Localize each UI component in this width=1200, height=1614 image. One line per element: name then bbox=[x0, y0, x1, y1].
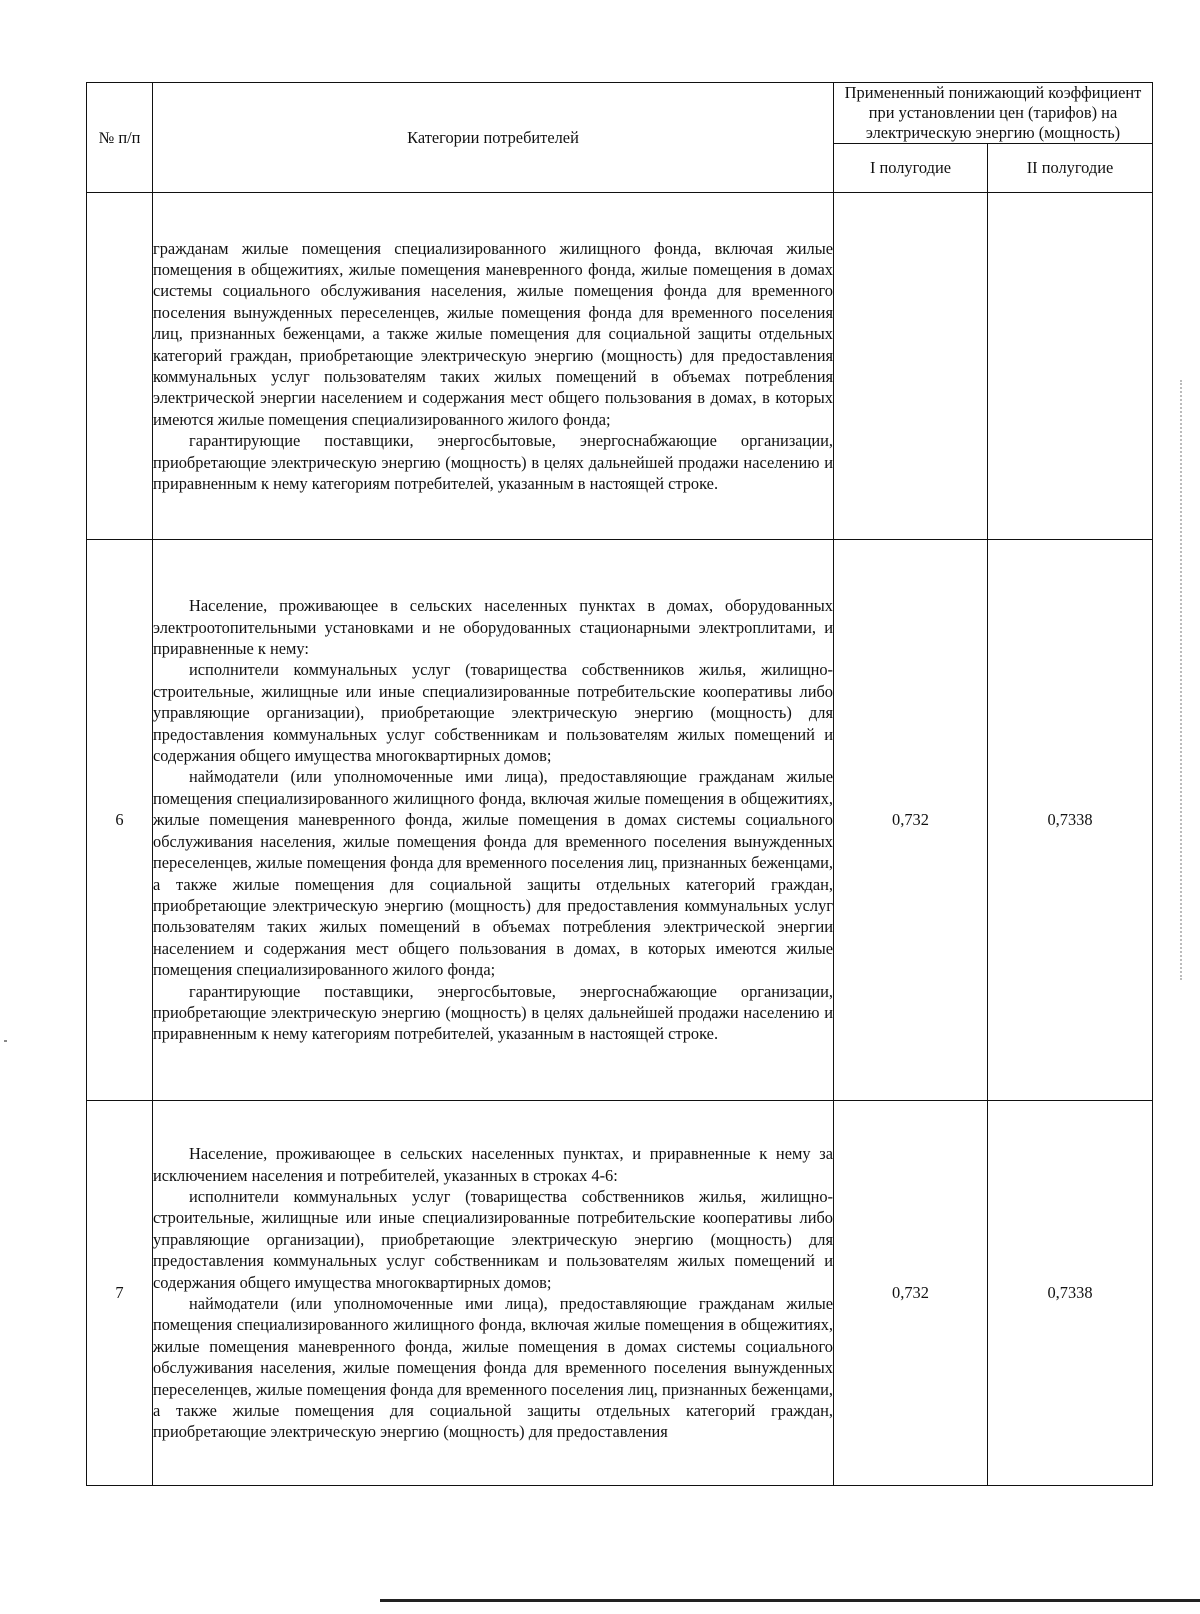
header-row-number: № п/п bbox=[87, 83, 153, 193]
scan-edge-artifact bbox=[1180, 380, 1184, 980]
second-half-coefficient: 0,7338 bbox=[988, 540, 1153, 1101]
scan-bottom-rule bbox=[380, 1599, 1200, 1602]
row-number: 6 bbox=[87, 540, 153, 1101]
category-paragraph: гарантирующие поставщики, энергосбытовые, энергоснабжающие организации, приобретающие электрическую энергию (мощность) в целях дальнейшей продажи населению и приравненным к нему категориям потребителей, указанным в настоящей строке. bbox=[153, 981, 833, 1044]
second-half-coefficient: 0,7338 bbox=[988, 1101, 1153, 1486]
category-paragraph: гарантирующие поставщики, энергосбытовые, энергоснабжающие организации, приобретающие электрическую энергию (мощность) в целях дальнейшей продажи населению и приравненным к нему категориям потребителей, указанным в настоящей строке. bbox=[153, 431, 833, 494]
category-paragraph: гражданам жилые помещения специализированного жилищного фонда, включая жилые помещения в общежитиях, жилые помещения маневренного фонда, жилые помещения в домах системы социального обслуживания населения, жилые помещения фонда для временного поселения вынужденных переселенцев, жилые помещения фонда для временного поселения лиц, признанных беженцами, а также жилые помещения для социальной защиты отдельных категорий граждан, приобретающие электрическую энергию (мощность) для предоставления коммунальных услуг пользователям таких жилых помещений в объемах потребления электрической энергии населением и содержания мест общего пользования в домах, в которых имеются жилые помещения специализированного жилого фонда; bbox=[153, 238, 833, 429]
row-category-text bbox=[153, 1101, 834, 1486]
table-row bbox=[87, 1101, 1153, 1486]
row-category-text bbox=[153, 540, 834, 1101]
header-consumer-categories: Категории потребителей bbox=[153, 83, 834, 193]
header-first-half-year: I полугодие bbox=[834, 144, 988, 193]
first-half-coefficient bbox=[834, 193, 988, 540]
first-half-coefficient: 0,732 bbox=[834, 540, 988, 1101]
tariff-coefficient-table bbox=[86, 82, 1153, 1486]
row-number: 7 bbox=[87, 1101, 153, 1486]
row-category-text bbox=[153, 193, 834, 540]
category-paragraph: исполнители коммунальных услуг (товарищества собственников жилья, жилищно-строительные, жилищные или иные специализированные потребительские кооперативы либо управляющие организации), приобретающие электрическую энергию (мощность) для предоставления коммунальных услуг собственникам и пользователям жилых помещений и содержания общего имущества многоквартирных домов; bbox=[153, 660, 833, 766]
table-row bbox=[87, 540, 1153, 1101]
row-number bbox=[87, 193, 153, 540]
category-paragraph: наймодатели (или уполномоченные ими лица), предоставляющие гражданам жилые помещения специализированного жилищного фонда, включая жилые помещения в общежитиях, жилые помещения маневренного фонда, жилые помещения в домах системы социального обслуживания населения, жилые помещения фонда для временного поселения вынужденных переселенцев, жилые помещения фонда для временного поселения лиц, признанных беженцами, а также жилые помещения для социальной защиты отдельных категорий граждан, приобретающие электрическую энергию (мощность) для предоставления bbox=[153, 1294, 833, 1442]
header-coefficient: Примененный понижающий коэффициент при установлении цен (тарифов) на электрическую энергию (мощность) bbox=[834, 83, 1153, 144]
scan-margin-mark bbox=[4, 1040, 7, 1042]
category-paragraph: Население, проживающее в сельских населенных пунктах в домах, оборудованных электроотопительными установками и не оборудованных стационарными электроплитами, и приравненные к нему: bbox=[153, 596, 833, 659]
category-paragraph: Население, проживающее в сельских населенных пунктах, и приравненные к нему за исключением населения и потребителей, указанных в строках 4-6: bbox=[153, 1144, 833, 1185]
first-half-coefficient: 0,732 bbox=[834, 1101, 988, 1486]
category-paragraph: наймодатели (или уполномоченные ими лица), предоставляющие гражданам жилые помещения специализированного жилищного фонда, включая жилые помещения в общежитиях, жилые помещения маневренного фонда, жилые помещения в домах системы социального обслуживания населения, жилые помещения фонда для временного поселения вынужденных переселенцев, жилые помещения фонда для временного поселения лиц, признанных беженцами, а также жилые помещения для социальной защиты отдельных категорий граждан, приобретающие электрическую энергию (мощность) для предоставления коммунальных услуг пользователям таких жилых помещений в объемах потребления электрической энергии населением и содержания мест общего пользования в домах, в которых имеются жилые помещения специализированного жилого фонда; bbox=[153, 767, 833, 980]
second-half-coefficient bbox=[988, 193, 1153, 540]
header-second-half-year: II полугодие bbox=[988, 144, 1153, 193]
table-header-row bbox=[87, 83, 1153, 144]
table-row bbox=[87, 193, 1153, 540]
category-paragraph: исполнители коммунальных услуг (товарищества собственников жилья, жилищно-строительные, жилищные или иные специализированные потребительские кооперативы либо управляющие организации), приобретающие электрическую энергию (мощность) для предоставления коммунальных услуг собственникам и пользователям жилых помещений и содержания общего имущества многоквартирных домов; bbox=[153, 1186, 833, 1292]
